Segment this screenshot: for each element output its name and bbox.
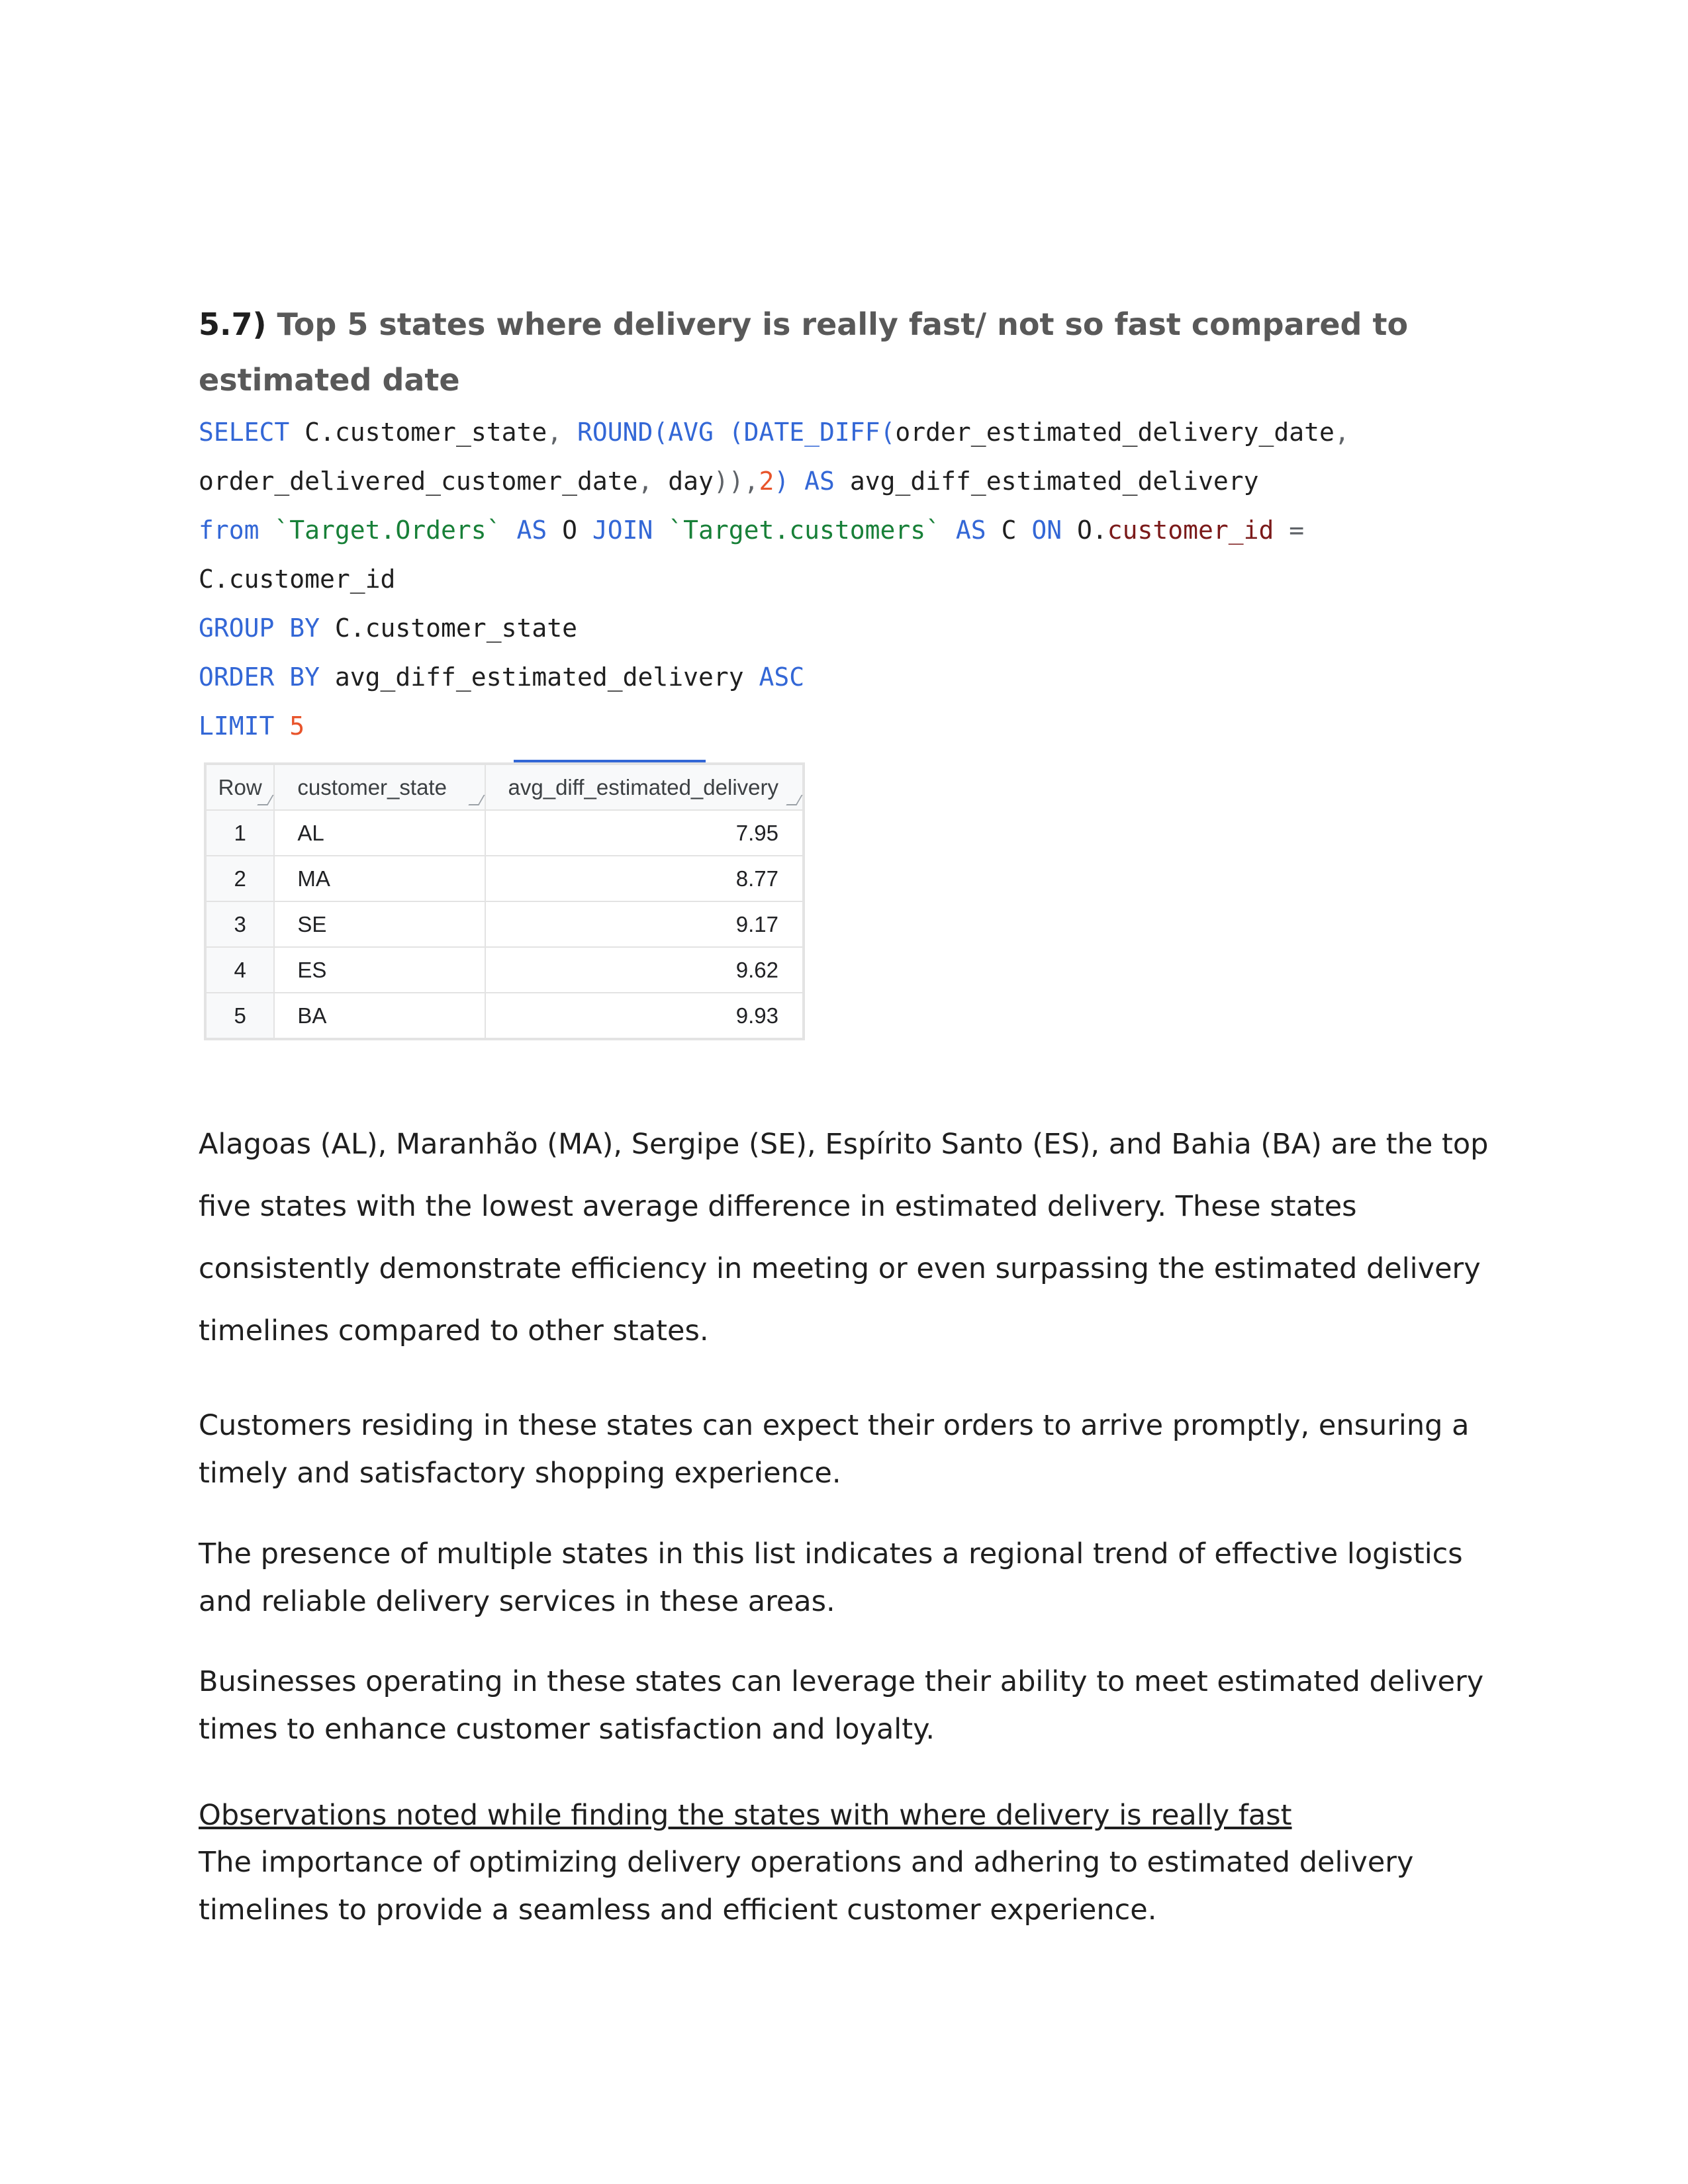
code-text: C.customer_state <box>320 614 577 643</box>
header-row-label: Row <box>218 774 262 799</box>
table-row <box>206 901 803 947</box>
regional-trend-paragraph: The presence of multiple states in this list indicates a regional trend of effective logistics and reliable delivery services in these areas. <box>199 1537 1463 1618</box>
code-line-1 <box>199 408 1523 457</box>
code-function: ROUND(AVG (DATE_DIFF( <box>577 418 896 447</box>
code-string: `Target.customers` <box>653 516 941 545</box>
table-row <box>206 810 803 856</box>
business-insight-paragraph: Businesses operating in these states can leverage their ability to meet estimated delivery times to enhance customer satisfaction and loyalty. <box>199 1665 1484 1746</box>
code-line-5 <box>199 604 1523 653</box>
row-number-cell: 2 <box>206 856 274 901</box>
avg-diff-cell: 7.95 <box>485 810 803 856</box>
row-number-cell: 3 <box>206 901 274 947</box>
section-heading <box>199 296 1509 408</box>
code-keyword: ORDER BY <box>199 662 320 692</box>
code-keyword: from <box>199 516 259 545</box>
state-cell: ES <box>274 947 485 993</box>
table-row <box>206 947 803 993</box>
state-cell: BA <box>274 993 485 1038</box>
code-punct: )), <box>713 467 759 496</box>
code-keyword: SELECT <box>199 418 290 447</box>
code-text: day <box>668 467 714 496</box>
table-row <box>206 993 803 1038</box>
code-text: avg_diff_estimated_delivery <box>834 467 1259 496</box>
code-keyword: ON <box>1031 516 1062 545</box>
header-state-label: customer_state <box>297 774 447 799</box>
table-header-row <box>206 764 803 810</box>
code-number: 5 <box>274 711 305 741</box>
header-avg-diff[interactable] <box>485 764 803 810</box>
row-number-cell: 1 <box>206 810 274 856</box>
header-avg-label: avg_diff_estimated_delivery <box>508 774 778 799</box>
code-line-4 <box>199 555 1523 604</box>
table-row <box>206 856 803 901</box>
code-keyword: AS <box>804 467 835 496</box>
summary-paragraph: Alagoas (AL), Maranhão (MA), Sergipe (SE), Espírito Santo (ES), and Bahia (BA) are the top five states with the lowest average difference in estimated delivery. These states consistently demonstrate efficiency in meeting or even surpassing the estimated delivery timelines compared to other states. <box>199 1128 1489 1347</box>
header-customer-state[interactable] <box>274 764 485 810</box>
observations-title: Observations noted while finding the states with where delivery is really fast <box>199 1799 1292 1832</box>
state-cell: AL <box>274 810 485 856</box>
code-field: customer_id <box>1107 516 1274 545</box>
avg-diff-cell: 9.93 <box>485 993 803 1038</box>
resize-handle-icon[interactable] <box>468 795 485 805</box>
code-text: C <box>986 516 1032 545</box>
code-punct: , <box>637 467 669 496</box>
code-line-7 <box>199 702 1523 751</box>
code-text: avg_diff_estimated_delivery <box>320 662 759 692</box>
avg-diff-cell: 9.62 <box>485 947 803 993</box>
code-keyword: ASC <box>759 662 805 692</box>
code-line-3 <box>199 506 1523 555</box>
resize-handle-icon[interactable] <box>786 795 802 805</box>
state-cell: SE <box>274 901 485 947</box>
customer-insight-paragraph: Customers residing in these states can expect their orders to arrive promptly, ensuring a timely and satisfactory shopping experience. <box>199 1409 1470 1490</box>
code-text: O. <box>1062 516 1107 545</box>
code-punct: , <box>1334 418 1350 447</box>
state-cell: MA <box>274 856 485 901</box>
row-number-cell: 5 <box>206 993 274 1038</box>
code-text: O <box>547 516 592 545</box>
code-text: C.customer_state <box>289 418 547 447</box>
code-line-2 <box>199 457 1523 506</box>
code-line-6 <box>199 653 1523 702</box>
code-text: order_delivered_customer_date <box>199 467 638 496</box>
avg-diff-cell: 8.77 <box>485 856 803 901</box>
code-punct: = <box>1274 516 1305 545</box>
code-keyword: AS <box>941 516 986 545</box>
avg-diff-cell: 9.17 <box>485 901 803 947</box>
observation-paragraph: The importance of optimizing delivery operations and adhering to estimated delivery timelines to provide a seamless and efficient customer experience. <box>199 1846 1414 1927</box>
section-title: Top 5 states where delivery is really fast/ not so fast compared to estimated date <box>199 306 1409 398</box>
header-row[interactable] <box>206 764 274 810</box>
code-string: `Target.Orders` <box>259 516 502 545</box>
query-result-table <box>204 762 805 1040</box>
code-text: C.customer_id <box>199 565 396 594</box>
code-keyword: AS <box>501 516 547 545</box>
code-keyword: JOIN <box>592 516 653 545</box>
code-text: order_estimated_delivery_date <box>895 418 1335 447</box>
code-punct: ) <box>774 467 805 496</box>
code-number: 2 <box>759 467 774 496</box>
sql-code-block <box>199 408 1523 751</box>
section-number: 5.7) <box>199 306 267 342</box>
code-punct: , <box>547 418 577 447</box>
code-keyword: GROUP BY <box>199 614 320 643</box>
row-number-cell: 4 <box>206 947 274 993</box>
code-keyword: LIMIT <box>199 711 275 741</box>
